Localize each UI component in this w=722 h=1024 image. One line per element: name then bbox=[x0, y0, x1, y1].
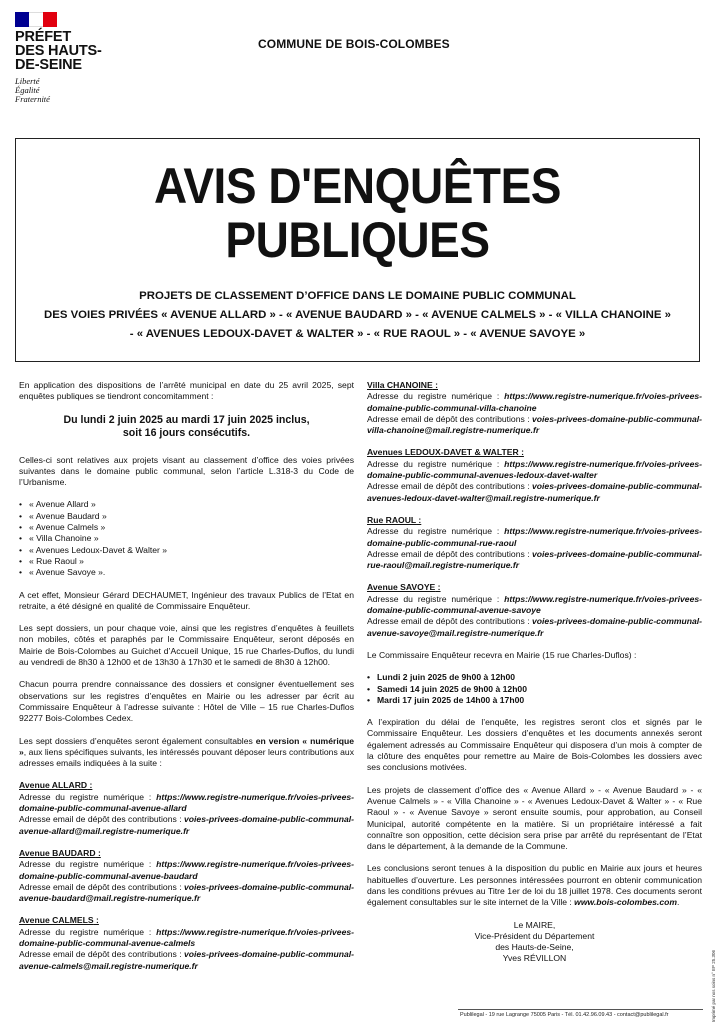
left-column bbox=[19, 380, 354, 983]
contribution-email-link[interactable]: voies-privees-domaine-public-communal-avenue-allard@mail.registre-numerique.fr bbox=[19, 814, 355, 836]
signature-block: Le MAIRE, Vice-Président du Département des Hauts-de-Seine, Yves RÉVILLON bbox=[474, 919, 595, 964]
registre-link[interactable]: https://www.registre-numerique.fr/voies-privees-domaine-public-communal-avenues-ledoux-davet-walter bbox=[367, 458, 702, 481]
contribution-email-link[interactable]: voies-privees-domaine-public-communal-rue-raoul@mail.registre-numerique.fr bbox=[367, 548, 703, 571]
title-subtitle: PROJETS DE CLASSEMENT D’OFFICE DANS LE DOMAINE PUBLIC COMMUNAL DES VOIES PRIVÉES « AVENUE ALLARD » - « AVENUE BAUDARD » - « AVENUE CALMELS » - « VILLA CHANOINE » - « AVENUES LEDOUX-DAVET & WALTER » - « RUE RAOUL » - « AVENUE SAVOYE » bbox=[44, 290, 671, 340]
section-rue-raoul: Rue RAOUL : Adresse du registre numérique : https://www.registre-numerique.fr/voies-privees-domaine-public-communal-rue-raoul Adresse email de dépôt des contributions : voies-privees-domaine-public-communal-rue-raoul@mail.registre-numerique.fr bbox=[367, 514, 703, 571]
list-item: • Samedi 14 juin 2025 de 9h00 à 12h00 bbox=[367, 684, 702, 695]
publisher-footer: Publilegal - 19 rue Lagrange 75005 Paris - Tél. 01.42.96.09.43 - contact@publilegal.fr bbox=[460, 1012, 669, 1018]
commissaire-paragraph: A cet effet, Monsieur Gérard DECHAUMET, Ingénieur des travaux Publics de l’Etat en retraite, a été désigné en qualité de Commissaire Enquêteur. bbox=[19, 589, 354, 611]
section-title: Avenue ALLARD : bbox=[19, 780, 93, 791]
section-avenues-ledoux-davet-walter: Avenues LEDOUX-DAVET & WALTER : Adresse du registre numérique : https://www.registre-numerique.fr/voies-privees-domaine-public-communal-avenues-ledoux-davet-walter Adresse email de dépôt des contributions : voies-privees-domaine-public-communal-avenues-ledoux-davet-walter@mail.registre-numerique.fr bbox=[367, 447, 703, 503]
section-avenue-savoye: Avenue SAVOYE : Adresse du registre numérique : https://www.registre-numerique.fr/voies-privees-domaine-public-communal-avenue-savoye Adresse email de dépôt des contributions : voies-privees-domaine-public-communal-avenue-savoye@mail.registre-numerique.fr bbox=[367, 582, 703, 638]
section-title: Avenue SAVOYE : bbox=[367, 582, 441, 593]
list-item: • « Avenues Ledoux-Davet & Walter » bbox=[19, 545, 354, 556]
commune-heading: COMMUNE DE BOIS-COLOMBES bbox=[258, 37, 450, 51]
permanences-intro: Le Commissaire Enquêteur recevra en Mairie (15 rue Charles-Duflos) : bbox=[367, 649, 637, 660]
section-avenue-baudard: Avenue BAUDARD : Adresse du registre numérique : https://www.registre-numerique.fr/voies-privees-domaine-public-communal-avenue-baudard Adresse email de dépôt des contributions : voies-privees-domaine-public-communal-avenue-baudard@mail.registre-numerique.fr bbox=[19, 847, 355, 904]
contribution-email-link[interactable]: voies-privees-domaine-public-communal-avenue-savoye@mail.registre-numerique.fr bbox=[367, 616, 703, 638]
prefet-name: PRÉFET DES HAUTS- DE-SEINE bbox=[15, 29, 102, 73]
list-item: • « Rue Raoul » bbox=[19, 556, 354, 567]
list-item: • « Avenue Baudard » bbox=[19, 511, 354, 522]
prefecture-logo bbox=[15, 12, 115, 104]
registre-link[interactable]: https://www.registre-numerique.fr/voies-privees-domaine-public-communal-avenue-baudard bbox=[19, 859, 354, 881]
registre-link[interactable]: https://www.registre-numerique.fr/voies-privees-domaine-public-communal-avenue-savoye bbox=[367, 593, 702, 616]
section-title: Avenue CALMELS : bbox=[19, 915, 99, 926]
numerique-paragraph: Les sept dossiers d’enquêtes seront également consultables en version « numérique », aux liens spécifiques suivants, les intéressés pouvant déposer leurs contributions aux adresses emails indiquées à la suite : bbox=[19, 735, 354, 769]
contribution-email-link[interactable]: voies-privees-domaine-public-communal-avenue-baudard@mail.registre-numerique.fr bbox=[19, 881, 355, 904]
page-title: AVIS D'ENQUÊTES PUBLIQUES bbox=[153, 158, 562, 268]
marianne-flag-icon bbox=[15, 12, 57, 27]
voies-paragraph: Celles-ci sont relatives aux projets visant au classement d’office des voies privées suivantes dans le domaine public communal, selon l’article L.318-3 du Code de l’Urbanisme. bbox=[19, 454, 354, 488]
conclusions-paragraph: Les conclusions seront tenues à la disposition du public en Mairie aux jours et heures habituelles d’ouverture. Les personnes intéressées pourront en obtenir communication dans les conditions prévues au Titre 1er de loi du 18 juillet 1978. Ces documents seront également consultables sur le site internet de la Ville : www.bois-colombes.com. bbox=[367, 863, 702, 908]
projets-paragraph: Les projets de classement d’office des « Avenue Allard » - « Avenue Baudard » - « Avenue Calmels » - « Villa Chanoine » - « Avenues Ledoux-Davet & Walter » - « Rue Raoul » - « Avenue Savoye » seront ensuite soumis, pour approbation, au Conseil Municipal, autorité compétente en la matière. Si un propriétaire intéressé a fait connaître son opposition, cette décision sera prise par arrêté du représentant de l’Etat dans le département, à la demande de la Commune. bbox=[367, 784, 702, 852]
section-avenue-calmels: Avenue CALMELS : Adresse du registre numérique : https://www.registre-numerique.fr/voies-privees-domaine-public-communal-avenue-calmels Adresse email de dépôt des contributions : voies-privees-domaine-public-communal-avenue-calmels@mail.registre-numerique.fr bbox=[19, 915, 355, 971]
contribution-email-link[interactable]: voies-privees-domaine-public-communal-avenue-calmels@mail.registre-numerique.fr bbox=[19, 949, 355, 971]
contribution-email-link[interactable]: voies-privees-domaine-public-communal-avenues-ledoux-davet-walter@mail.registre-numerique.fr bbox=[367, 481, 703, 503]
section-title: Avenues LEDOUX-DAVET & WALTER : bbox=[367, 447, 524, 458]
title-box bbox=[15, 138, 700, 362]
list-item: • « Avenue Savoye ». bbox=[19, 567, 354, 578]
section-avenue-allard: Avenue ALLARD : Adresse du registre numérique : https://www.registre-numerique.fr/voies-privees-domaine-public-communal-avenue-allard Adresse email de dépôt des contributions : voies-privees-domaine-public-communal-avenue-allard@mail.registre-numerique.fr bbox=[19, 780, 355, 836]
right-column bbox=[367, 380, 702, 965]
registre-link[interactable]: https://www.registre-numerique.fr/voies-privees-domaine-public-communal-avenue-allard bbox=[19, 791, 354, 814]
intro-paragraph: En application des dispositions de l’arrêté municipal en date du 25 avril 2025, sept enquêtes publiques se tiendront concomitamment : bbox=[19, 380, 354, 402]
registre-link[interactable]: https://www.registre-numerique.fr/voies-privees-domaine-public-communal-rue-raoul bbox=[367, 526, 702, 548]
section-title: Villa CHANOINE : bbox=[367, 380, 438, 390]
list-item: • Mardi 17 juin 2025 de 14h00 à 17h00 bbox=[367, 695, 702, 706]
voies-list bbox=[19, 499, 354, 578]
contribution-email-link[interactable]: voies-privees-domaine-public-communal-villa-chanoine@mail.registre-numerique.fr bbox=[367, 413, 703, 436]
print-note: Imprimé par nos soins n° EP 25.306 bbox=[711, 950, 716, 1023]
dossiers-paragraph: Les sept dossiers, un pour chaque voie, ainsi que les registres d’enquêtes à feuillets non mobiles, côtés et paraphés par le Commissaire Enquêteur, seront déposés en Mairie de Bois-Colombes au Guichet d’Accueil Unique, 15 rue Charles-Duflos, du lundi au vendredi de 8h30 à 12h00 et de 13h30 à 17h30 et le samedi de 8h30 à 12h00. bbox=[19, 623, 354, 668]
observations-paragraph: Chacun pourra prendre connaissance des dossiers et consigner éventuellement ses observations sur les registres d’enquêtes en Mairie ou les adresser par écrit au Commissaire Enquêteur à l’adresse suivante : Hôtel de Ville – 15 rue Charles-Duflos 92277 Bois-Colombes Cedex. bbox=[19, 679, 354, 724]
republic-motto: Liberté Égalité Fraternité bbox=[15, 76, 50, 104]
footer-divider bbox=[458, 1009, 703, 1010]
permanences-list bbox=[367, 672, 702, 706]
cloture-paragraph: A l’expiration du délai de l’enquête, les registres seront clos et signés par le Commissaire Enquêteur. Les dossiers d’enquêtes et les documents annexés seront également adressés au Commissaire Enquêteur qui disposera d’un mois à compter de la clôture des enquêtes pour remettre au Maire de Bois-Colombes les dossiers avec ses conclusions motivées. bbox=[367, 717, 702, 773]
website-link[interactable]: www.bois-colombes.com bbox=[574, 897, 677, 908]
list-item: • « Avenue Allard » bbox=[19, 499, 354, 510]
list-item: • « Villa Chanoine » bbox=[19, 533, 354, 544]
enquete-dates: Du lundi 2 juin 2025 au mardi 17 juin 2025 inclus, soit 16 jours consécutifs. bbox=[63, 413, 310, 439]
list-item: • Lundi 2 juin 2025 de 9h00 à 12h00 bbox=[367, 672, 702, 683]
section-title: Avenue BAUDARD : bbox=[19, 847, 101, 858]
section-villa-chanoine: Villa CHANOINE : Adresse du registre numérique : https://www.registre-numerique.fr/voies-privees-domaine-public-communal-villa-chanoine Adresse email de dépôt des contributions : voies-privees-domaine-public-communal-villa-chanoine@mail.registre-numerique.fr bbox=[367, 380, 703, 436]
registre-link[interactable]: https://www.registre-numerique.fr/voies-privees-domaine-public-communal-villa-chanoine bbox=[367, 391, 702, 413]
list-item: • « Avenue Calmels » bbox=[19, 522, 354, 533]
section-title: Rue RAOUL : bbox=[367, 514, 422, 525]
registre-link[interactable]: https://www.registre-numerique.fr/voies-privees-domaine-public-communal-avenue-calmels bbox=[19, 926, 354, 948]
